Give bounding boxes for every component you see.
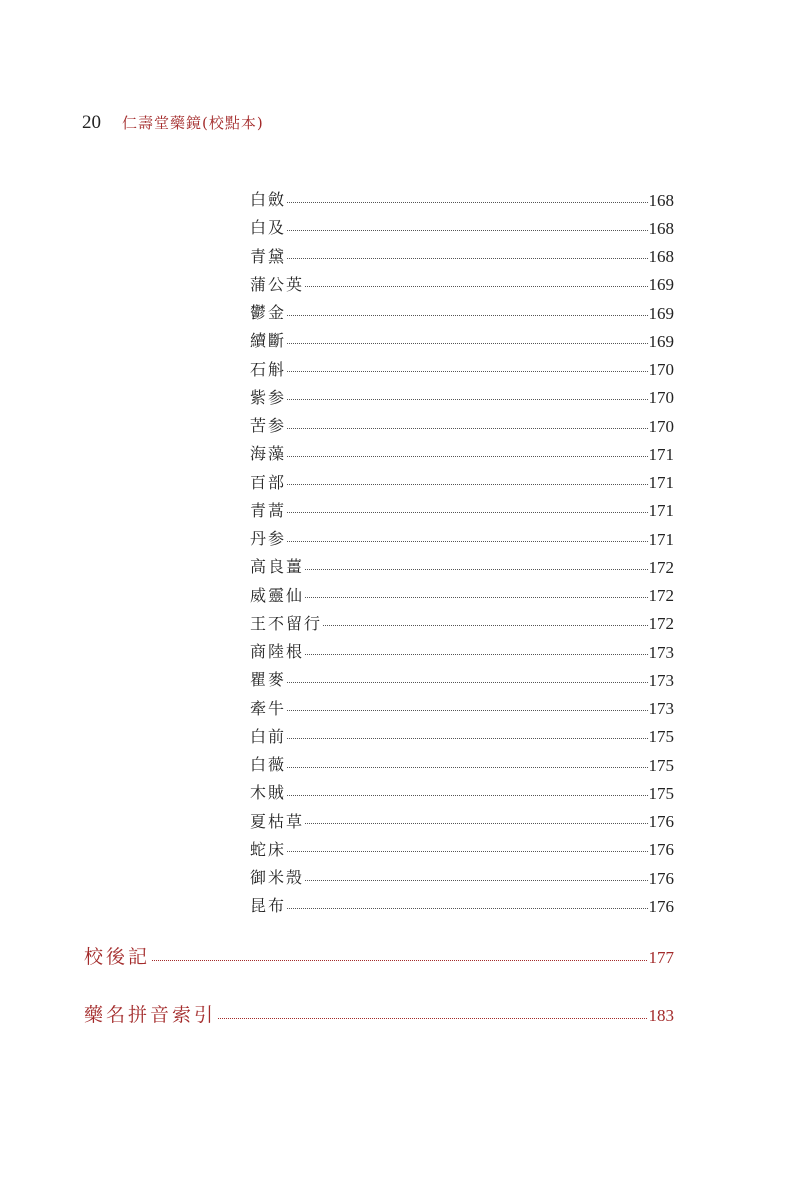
toc-entry[interactable] bbox=[250, 384, 674, 412]
dot-leader bbox=[305, 569, 647, 570]
toc-entry[interactable] bbox=[250, 695, 674, 723]
dot-leader bbox=[305, 823, 647, 824]
toc-entry-page: 172 bbox=[648, 614, 674, 634]
toc-entry-page: 172 bbox=[648, 586, 674, 606]
toc-entry[interactable] bbox=[250, 751, 674, 779]
dot-leader bbox=[287, 343, 647, 344]
toc-entry-page: 170 bbox=[648, 360, 674, 380]
toc-entry[interactable] bbox=[250, 638, 674, 666]
toc-entry[interactable] bbox=[250, 243, 674, 271]
toc-entry-page: 173 bbox=[648, 670, 674, 690]
page-number: 20 bbox=[82, 112, 101, 133]
dot-leader bbox=[287, 258, 647, 259]
toc-entry-page: 168 bbox=[648, 247, 674, 267]
toc-entry-list bbox=[250, 186, 674, 921]
toc-entry-afterword[interactable] bbox=[84, 944, 674, 970]
dot-leader bbox=[305, 654, 647, 655]
toc-entry-label: 藥名拼音索引 bbox=[84, 1003, 217, 1026]
toc-entry-label: 牽牛 bbox=[250, 698, 287, 718]
toc-entry[interactable] bbox=[250, 412, 674, 440]
toc-entry-label: 蛇床 bbox=[250, 839, 287, 859]
toc-entry-label: 御米殼 bbox=[250, 868, 305, 888]
toc-entry-page: 175 bbox=[648, 755, 674, 775]
dot-leader bbox=[287, 230, 647, 231]
toc-entry-page: 171 bbox=[648, 501, 674, 521]
dot-leader bbox=[287, 767, 647, 768]
toc-entry[interactable] bbox=[250, 214, 674, 242]
toc-entry-page: 177 bbox=[648, 947, 674, 967]
toc-entry-page: 176 bbox=[648, 896, 674, 916]
toc-entry-page: 169 bbox=[648, 275, 674, 295]
toc-entry-page: 168 bbox=[648, 218, 674, 238]
dot-leader bbox=[287, 399, 647, 400]
toc-entry-label: 王不留行 bbox=[250, 613, 323, 633]
dot-leader bbox=[218, 1018, 646, 1019]
toc-entry[interactable] bbox=[250, 440, 674, 468]
dot-leader bbox=[287, 315, 647, 316]
dot-leader bbox=[287, 738, 647, 739]
dot-leader bbox=[287, 456, 647, 457]
toc-entry-page: 176 bbox=[648, 812, 674, 832]
dot-leader bbox=[287, 512, 647, 513]
dot-leader bbox=[287, 371, 647, 372]
toc-entry-label: 白薇 bbox=[250, 755, 287, 775]
dot-leader bbox=[287, 541, 647, 542]
toc-entry-label: 海藻 bbox=[250, 444, 287, 464]
toc-entry[interactable] bbox=[250, 356, 674, 384]
toc-entry[interactable] bbox=[250, 836, 674, 864]
dot-leader bbox=[287, 710, 647, 711]
toc-entry[interactable] bbox=[250, 186, 674, 214]
toc-entry-label: 蒲公英 bbox=[250, 274, 305, 294]
toc-entry-label: 白及 bbox=[250, 218, 287, 238]
dot-leader bbox=[323, 625, 647, 626]
toc-entry-label: 校後記 bbox=[84, 945, 151, 968]
toc-entry-label: 石斛 bbox=[250, 359, 287, 379]
toc-entry-label: 百部 bbox=[250, 472, 287, 492]
toc-entry-page: 168 bbox=[648, 190, 674, 210]
toc-entry[interactable] bbox=[250, 779, 674, 807]
dot-leader bbox=[287, 202, 647, 203]
toc-entry[interactable] bbox=[250, 497, 674, 525]
toc-entry-page: 172 bbox=[648, 557, 674, 577]
toc-entry-page: 173 bbox=[648, 642, 674, 662]
toc-entry[interactable] bbox=[250, 610, 674, 638]
toc-entry-page: 175 bbox=[648, 727, 674, 747]
toc-entry-label: 青黛 bbox=[250, 246, 287, 266]
dot-leader bbox=[287, 428, 647, 429]
toc-entry-page: 173 bbox=[648, 699, 674, 719]
dot-leader bbox=[287, 682, 647, 683]
dot-leader bbox=[305, 597, 647, 598]
toc-entry[interactable] bbox=[250, 892, 674, 920]
dot-leader bbox=[152, 960, 646, 961]
toc-entry[interactable] bbox=[250, 666, 674, 694]
toc-entry-pinyin-index[interactable] bbox=[84, 1002, 674, 1028]
toc-entry[interactable] bbox=[250, 582, 674, 610]
toc-entry-label: 高良薑 bbox=[250, 557, 305, 577]
toc-entry-page: 170 bbox=[648, 416, 674, 436]
toc-entry-label: 鬱金 bbox=[250, 303, 287, 323]
toc-entry-label: 木賊 bbox=[250, 783, 287, 803]
toc-entry-page: 176 bbox=[648, 840, 674, 860]
toc-entry[interactable] bbox=[250, 808, 674, 836]
toc-entry-label: 苦参 bbox=[250, 416, 287, 436]
toc-entry-label: 紫参 bbox=[250, 387, 287, 407]
dot-leader bbox=[305, 880, 647, 881]
toc-entry-page: 169 bbox=[648, 303, 674, 323]
toc-entry[interactable] bbox=[250, 525, 674, 553]
dot-leader bbox=[287, 484, 647, 485]
toc-entry[interactable] bbox=[250, 469, 674, 497]
toc-entry-label: 商陸根 bbox=[250, 642, 305, 662]
toc-entry-label: 丹参 bbox=[250, 529, 287, 549]
toc-entry-label: 白斂 bbox=[250, 190, 287, 210]
toc-entry-label: 昆布 bbox=[250, 896, 287, 916]
toc-entry-label: 白前 bbox=[250, 726, 287, 746]
toc-entry[interactable] bbox=[250, 723, 674, 751]
toc-entry-label: 續斷 bbox=[250, 331, 287, 351]
dot-leader bbox=[305, 286, 647, 287]
toc-entry[interactable] bbox=[250, 299, 674, 327]
toc-entry-page: 170 bbox=[648, 388, 674, 408]
dot-leader bbox=[287, 908, 647, 909]
dot-leader bbox=[287, 851, 647, 852]
toc-entry-page: 169 bbox=[648, 331, 674, 351]
toc-entry-page: 171 bbox=[648, 444, 674, 464]
toc-entry-label: 夏枯草 bbox=[250, 811, 305, 831]
dot-leader bbox=[287, 795, 647, 796]
toc-entry-page: 176 bbox=[648, 868, 674, 888]
toc-entry[interactable] bbox=[250, 864, 674, 892]
toc-entry[interactable] bbox=[250, 327, 674, 355]
toc-entry-label: 威靈仙 bbox=[250, 585, 305, 605]
toc-entry-label: 青蒿 bbox=[250, 500, 287, 520]
book-title: 仁壽堂藥鏡(校點本) bbox=[122, 114, 264, 132]
toc-entry-page: 175 bbox=[648, 783, 674, 803]
toc-entry-page: 171 bbox=[648, 473, 674, 493]
toc-entry-page: 171 bbox=[648, 529, 674, 549]
toc-entry[interactable] bbox=[250, 553, 674, 581]
running-header bbox=[82, 112, 264, 136]
toc-entry-label: 瞿麥 bbox=[250, 670, 287, 690]
toc-entry-page: 183 bbox=[648, 1005, 674, 1025]
toc-entry[interactable] bbox=[250, 271, 674, 299]
